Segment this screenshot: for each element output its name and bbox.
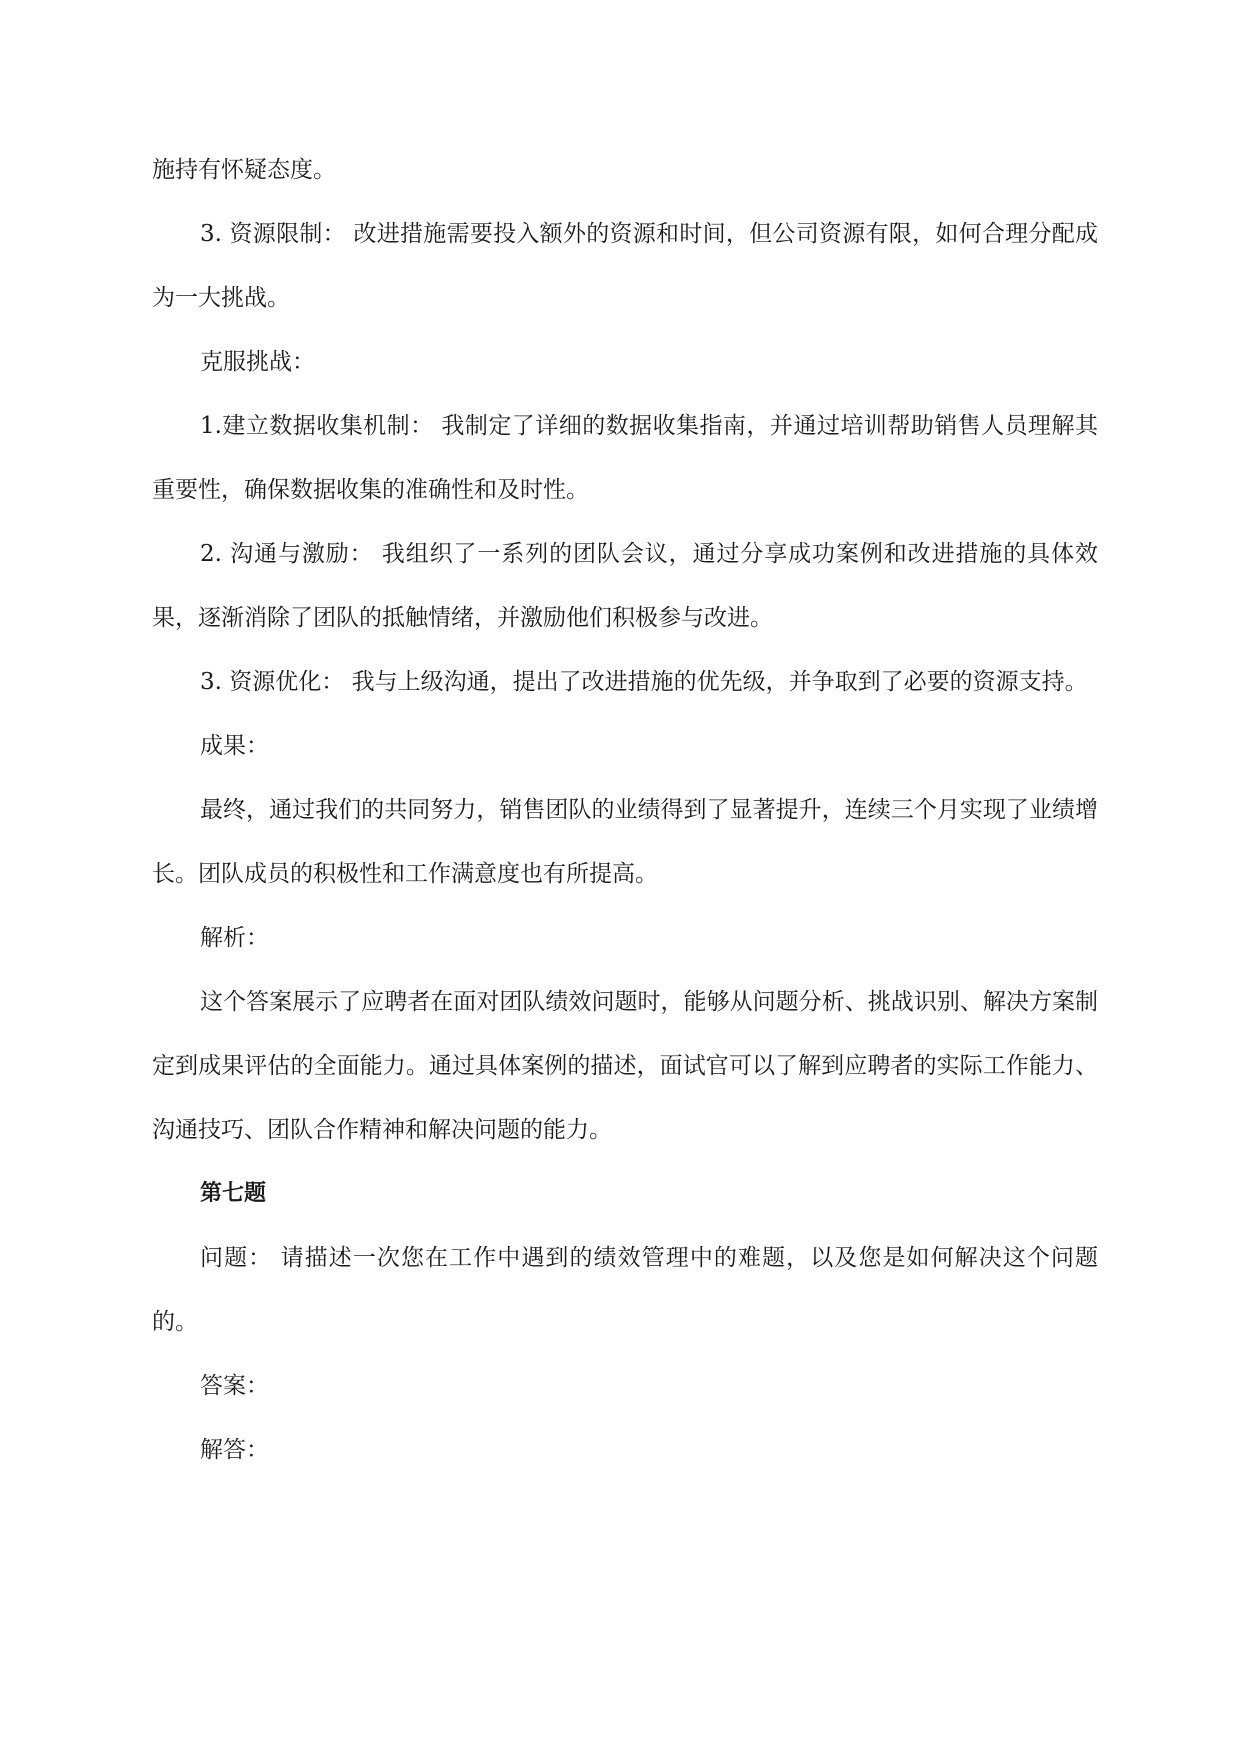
paragraph-analysis: 这个答案展示了应聘者在面对团队绩效问题时，能够从问题分析、挑战识别、解决方案制定到成果评估的全面能力。通过具体案例的描述，面试官可以了解到应聘者的实际工作能力、沟通技巧、团队合作精神和解决问题的能力。 (152, 989, 1098, 1143)
paragraph-results: 最终，通过我们的共同努力，销售团队的业绩得到了显著提升，连续三个月实现了业绩增长。团队成员的积极性和工作满意度也有所提高。 (152, 797, 1098, 887)
paragraph-continuation: 施持有怀疑态度。 (152, 157, 336, 183)
paragraph-analysis-title: 解析： (200, 925, 269, 951)
paragraph-question: 问题： 请描述一次您在工作中遇到的绩效管理中的难题，以及您是如何解决这个问题的。 (152, 1245, 1098, 1335)
document-body (152, 138, 1098, 1482)
paragraph-data-mechanism: 1.建立数据收集机制： 我制定了详细的数据收集指南，并通过培训帮助销售人员理解其重要性，确保数据收集的准确性和及时性。 (152, 413, 1098, 503)
paragraph-answer-title: 答案： (200, 1373, 269, 1399)
paragraph-resource-optimization: 3. 资源优化： 我与上级沟通，提出了改进措施的优先级，并争取到了必要的资源支持。 (200, 669, 1088, 695)
section-heading: 第七题 (200, 1181, 267, 1206)
paragraph-overcome-title: 克服挑战： (200, 349, 315, 375)
paragraph-communication: 2. 沟通与激励： 我组织了一系列的团队会议，通过分享成功案例和改进措施的具体效果，逐渐消除了团队的抵触情绪，并激励他们积极参与改进。 (152, 541, 1098, 631)
paragraph-solution-title: 解答： (200, 1437, 269, 1463)
paragraph-results-title: 成果： (200, 733, 269, 759)
paragraph-resource-limit: 3. 资源限制： 改进措施需要投入额外的资源和时间，但公司资源有限，如何合理分配成为一大挑战。 (152, 221, 1098, 311)
